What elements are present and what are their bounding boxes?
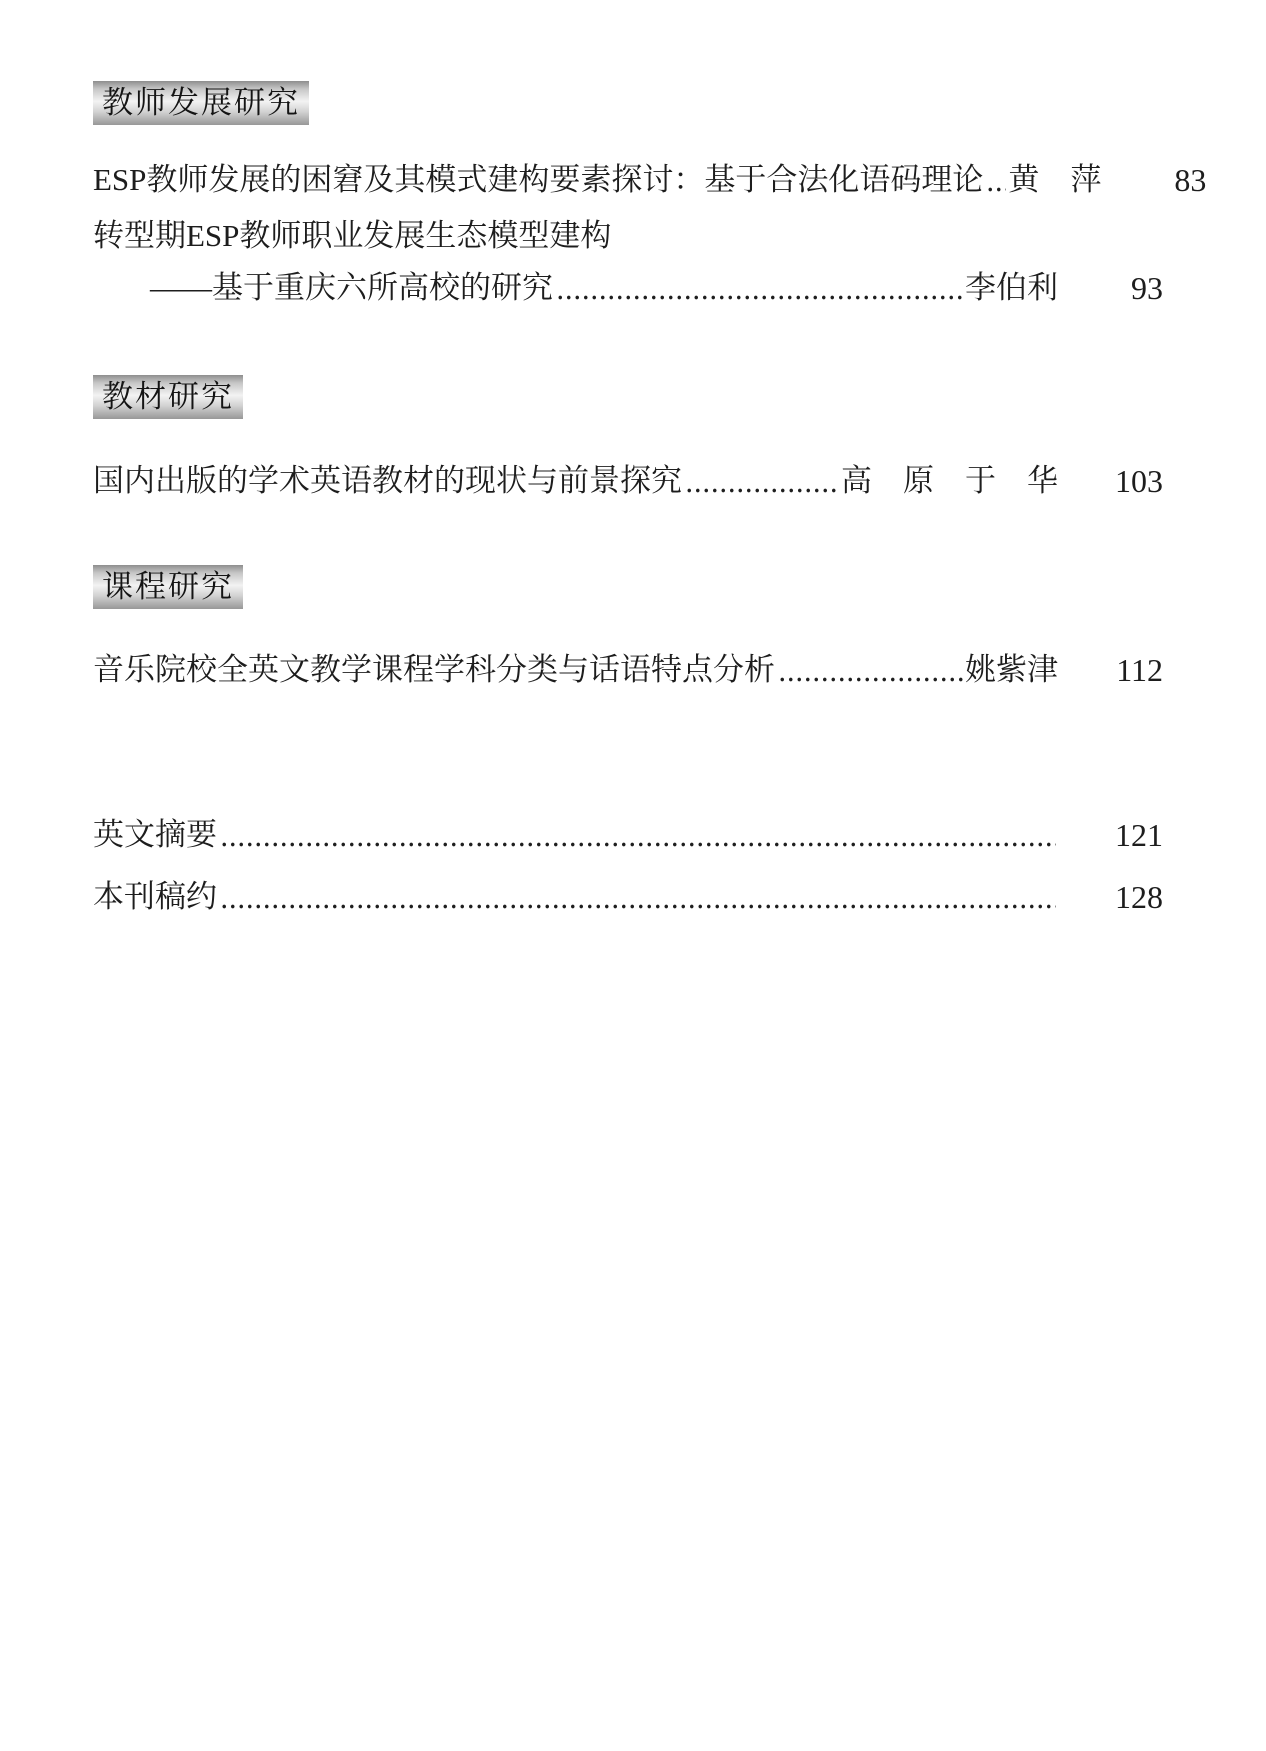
entry-page: 128	[1115, 879, 1163, 915]
entry-page: 103	[1115, 463, 1163, 499]
toc-entry	[93, 459, 1163, 503]
entry-title: ESP教师发展的困窘及其模式建构要素探讨：基于合法化语码理论	[93, 162, 984, 197]
dot-leader	[685, 459, 839, 503]
entry-subtitle: ——基于重庆六所高校的研究	[150, 270, 553, 305]
toc-entry	[93, 158, 1207, 202]
entry-author: 李伯利	[965, 270, 1058, 305]
toc-entry	[93, 648, 1163, 692]
entry-page: 121	[1115, 817, 1163, 853]
dot-leader	[986, 158, 1006, 202]
section-header-teacher-development: 教师发展研究	[93, 81, 309, 125]
entry-title: 国内出版的学术英语教材的现状与前景探究	[93, 463, 682, 498]
entry-title: 本刊稿约	[93, 879, 217, 914]
entry-title: 音乐院校全英文教学课程学科分类与话语特点分析	[93, 652, 775, 687]
dot-leader	[220, 875, 1056, 919]
entry-title: 转型期ESP教师职业发展生态模型建构	[93, 218, 612, 253]
entry-page: 112	[1116, 652, 1163, 688]
section-header-textbook-research: 教材研究	[93, 375, 243, 419]
section-header-curriculum-research: 课程研究	[93, 565, 243, 609]
entry-page: 93	[1131, 270, 1163, 306]
toc-entry-english-abstracts	[93, 813, 1163, 857]
toc-entry-line2	[93, 266, 1163, 310]
toc-entry-line1	[93, 214, 1163, 258]
entry-author: 黄 萍	[1008, 162, 1102, 197]
entry-title: 英文摘要	[93, 817, 217, 852]
entry-author: 姚紫津	[965, 652, 1058, 687]
toc-entry-call-for-papers	[93, 875, 1163, 919]
entry-page: 83	[1174, 162, 1207, 198]
entry-author: 高 原 于 华	[841, 463, 1058, 498]
dot-leader	[220, 813, 1056, 857]
dot-leader	[778, 648, 963, 692]
dot-leader	[556, 266, 963, 310]
